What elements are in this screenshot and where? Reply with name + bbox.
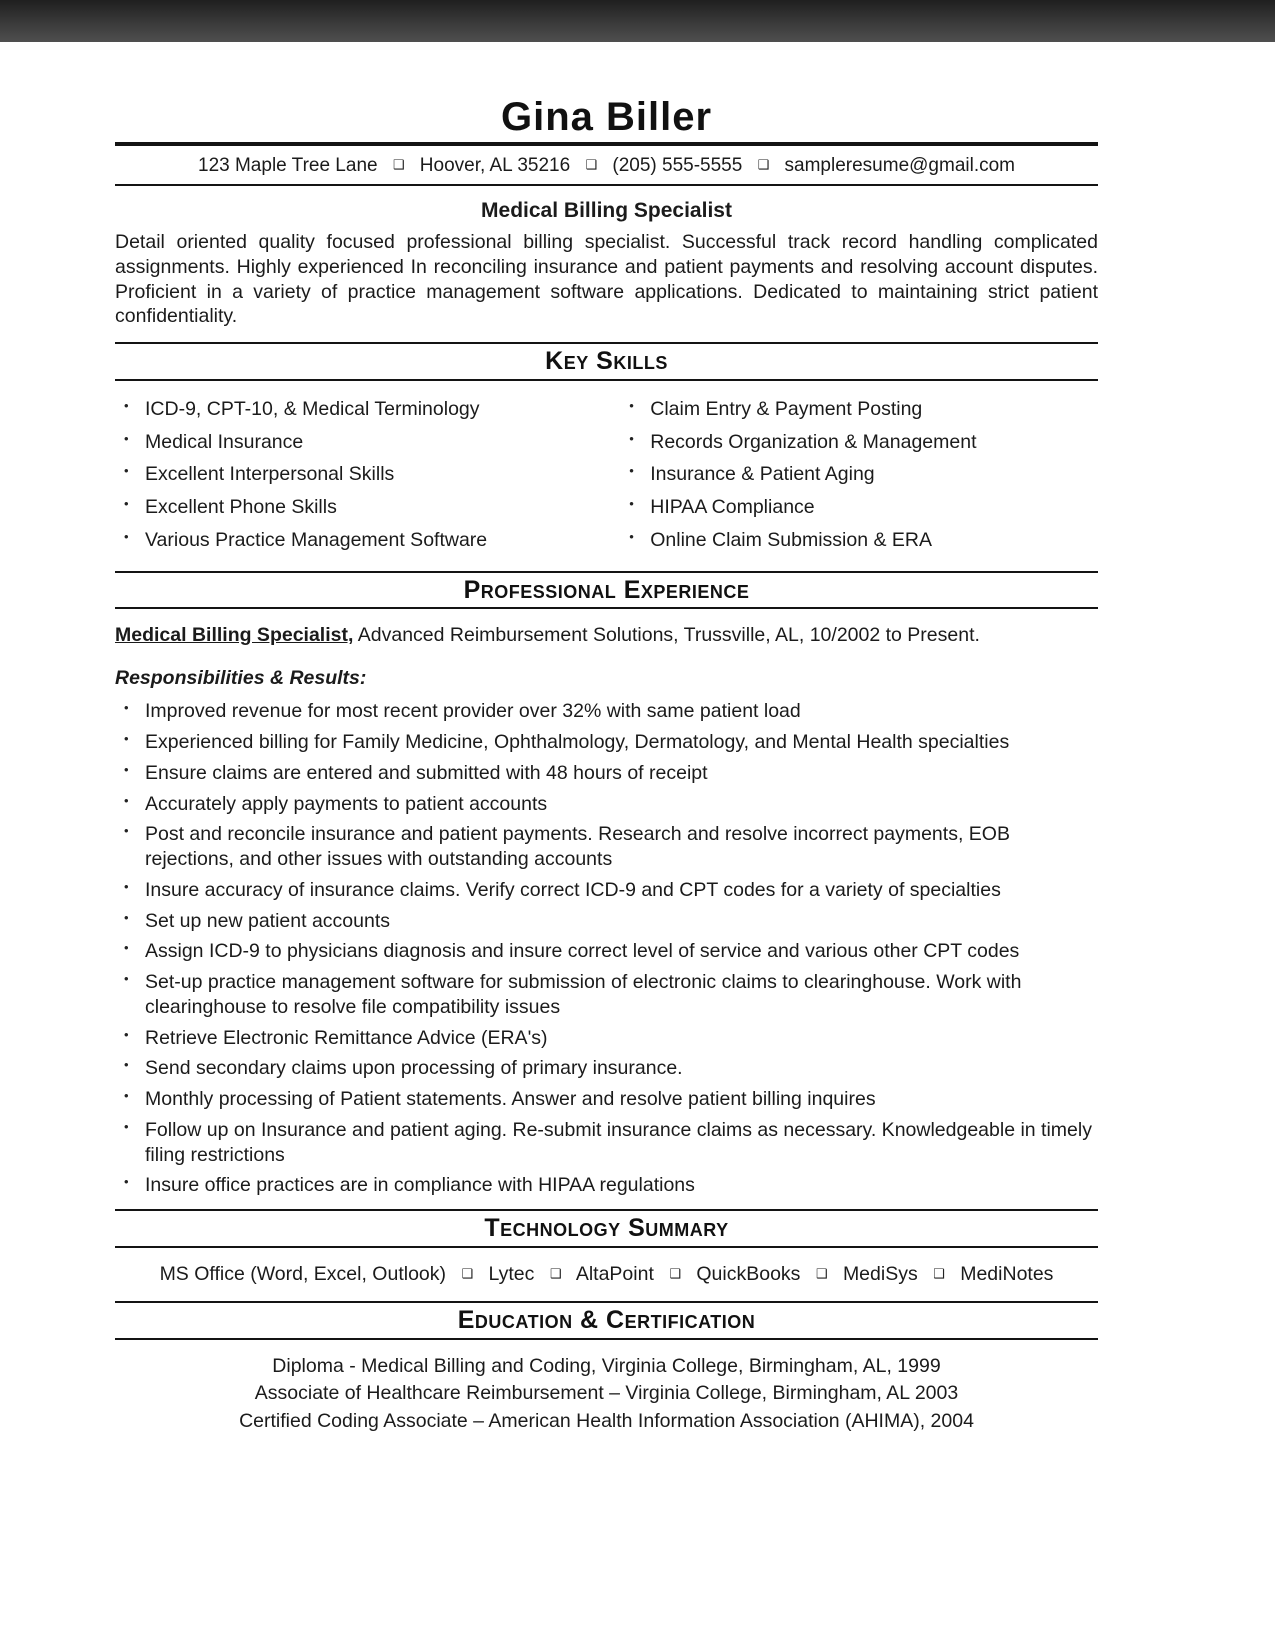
contact-email: sampleresume@gmail.com xyxy=(784,155,1015,176)
bullet-icon: • xyxy=(124,463,129,479)
experience-bullet-text: Set-up practice management software for submission of electronic claims to clearinghouse. Work with clearinghouse to resolve file compatibility issues xyxy=(145,971,1022,1018)
skill-label: ICD-9, CPT-10, & Medical Terminology xyxy=(145,397,480,420)
skill-item xyxy=(620,397,1098,422)
experience-bullet xyxy=(115,970,1098,1020)
bullet-icon: • xyxy=(124,700,129,716)
skill-label: Insurance & Patient Aging xyxy=(650,463,875,486)
experience-bullet-text: Accurately apply payments to patient accounts xyxy=(145,792,548,815)
bullet-icon: • xyxy=(124,971,129,986)
experience-bullet-text: Send secondary claims upon processing of primary insurance. xyxy=(145,1057,683,1080)
bullet-icon: • xyxy=(124,909,129,925)
bullet-icon: • xyxy=(124,940,129,956)
experience-bullet-list xyxy=(115,699,1098,1198)
job-title: Medical Billing Specialist, xyxy=(115,624,354,647)
experience-bullet xyxy=(115,761,1098,786)
tech-item: MediSys xyxy=(842,1262,918,1285)
experience-bullet-text: Ensure claims are entered and submitted with 48 hours of receipt xyxy=(145,761,708,784)
scan-artifact-top-bar xyxy=(0,0,1275,42)
bullet-icon: • xyxy=(124,397,129,413)
job-info: Advanced Reimbursement Solutions, Trussville, AL, 10/2002 to Present. xyxy=(357,624,980,647)
skill-item xyxy=(620,528,1098,553)
profile-title: Medical Billing Specialist xyxy=(481,199,732,222)
experience-bullet xyxy=(115,909,1098,934)
square-separator-icon: ❑ xyxy=(461,1265,474,1281)
skill-label: Claim Entry & Payment Posting xyxy=(650,397,923,420)
education-line: Associate of Healthcare Reimbursement – Virginia College, Birmingham, AL 2003 xyxy=(254,1382,959,1405)
skill-item xyxy=(115,528,620,553)
bullet-icon: • xyxy=(124,761,129,777)
key-skills-right-column xyxy=(620,397,1098,561)
key-skills-columns xyxy=(115,381,1098,571)
tech-item: MediNotes xyxy=(960,1262,1054,1285)
resume-name: Gina Biller xyxy=(500,95,713,139)
skill-label: Medical Insurance xyxy=(145,430,304,453)
key-skills-left-column xyxy=(115,397,620,561)
divider-rule xyxy=(115,184,1098,186)
experience-bullet xyxy=(115,822,1098,872)
bullet-icon: • xyxy=(124,878,129,894)
experience-bullet-text: Insure accuracy of insurance claims. Verify correct ICD-9 and CPT codes for a variety of specialties xyxy=(145,878,1001,901)
divider-rule xyxy=(115,142,1098,146)
tech-item: QuickBooks xyxy=(696,1262,801,1285)
square-separator-icon: ❑ xyxy=(757,157,770,172)
skill-label: Online Claim Submission & ERA xyxy=(650,528,933,551)
experience-bullet xyxy=(115,939,1098,964)
experience-bullet xyxy=(115,1026,1098,1051)
bullet-icon: • xyxy=(124,1026,129,1042)
skill-label: Excellent Interpersonal Skills xyxy=(145,463,395,486)
tech-item: Lytec xyxy=(488,1262,535,1285)
square-separator-icon: ❑ xyxy=(392,157,405,172)
skill-label: Various Practice Management Software xyxy=(145,528,488,551)
bullet-icon: • xyxy=(629,528,634,544)
bullet-icon: • xyxy=(124,528,129,544)
education-line: Certified Coding Associate – American Health Information Association (AHIMA), 2004 xyxy=(239,1409,974,1432)
skill-label: Records Organization & Management xyxy=(650,430,977,453)
experience-bullet-text: Experienced billing for Family Medicine, Ophthalmology, Dermatology, and Mental Health specialties xyxy=(145,731,1010,753)
bullet-icon: • xyxy=(124,1118,129,1134)
bullet-icon: • xyxy=(124,823,129,839)
square-separator-icon: ❑ xyxy=(815,1265,828,1281)
education-lines xyxy=(115,1353,1098,1436)
experience-bullet-text: Set up new patient accounts xyxy=(145,909,390,932)
experience-bullet-text: Improved revenue for most recent provider over 32% with same patient load xyxy=(145,700,801,723)
resume-page xyxy=(115,42,1098,1436)
bullet-icon: • xyxy=(629,430,634,446)
experience-bullet-text: Retrieve Electronic Remittance Advice (ERA's) xyxy=(145,1026,548,1049)
technology-summary-heading: Technology Summary xyxy=(115,1209,1098,1248)
technology-line xyxy=(115,1263,1098,1286)
experience-bullet xyxy=(115,699,1098,724)
skill-item xyxy=(115,430,620,455)
skill-item xyxy=(115,495,620,520)
skill-item xyxy=(115,397,620,422)
profile-summary: Detail oriented quality focused professional billing specialist. Successful track record handling complicated assignments. Highly experienced In reconciling insurance and patient payments and resolving account disputes. Proficient in a variety of practice management software applications. Dedicated to maintaining strict patient confidentiality. xyxy=(115,231,1098,328)
job-line xyxy=(115,624,1098,647)
experience-bullet xyxy=(115,1087,1098,1112)
experience-bullet-text: Assign ICD-9 to physicians diagnosis and insure correct level of service and various other CPT codes xyxy=(145,940,1020,963)
skill-label: HIPAA Compliance xyxy=(650,496,815,518)
key-skills-heading: Key Skills xyxy=(115,342,1098,381)
experience-bullet xyxy=(115,730,1098,755)
bullet-icon: • xyxy=(629,397,634,413)
square-separator-icon: ❑ xyxy=(933,1265,945,1281)
skill-item xyxy=(115,462,620,487)
bullet-icon: • xyxy=(124,1174,129,1190)
skill-item xyxy=(620,430,1098,455)
experience-bullet-text: Post and reconcile insurance and patient payments. Research and resolve incorrect payments, EOB rejections, and other issues with outstanding accounts xyxy=(145,823,1010,870)
square-separator-icon: ❑ xyxy=(585,157,598,172)
bullet-icon: • xyxy=(124,1088,129,1103)
skill-label: Excellent Phone Skills xyxy=(145,496,337,518)
experience-bullet-text: Insure office practices are in compliance with HIPAA regulations xyxy=(145,1174,695,1197)
bullet-icon: • xyxy=(124,792,129,808)
skill-item xyxy=(620,462,1098,487)
tech-item: AltaPoint xyxy=(575,1262,654,1285)
education-certification-heading: Education & Certification xyxy=(115,1301,1098,1340)
square-separator-icon: ❑ xyxy=(549,1265,562,1281)
contact-city-state-zip: Hoover, AL 35216 xyxy=(419,155,571,176)
bullet-icon: • xyxy=(124,1057,129,1073)
experience-bullet xyxy=(115,792,1098,817)
experience-bullet xyxy=(115,1056,1098,1081)
skill-item xyxy=(620,495,1098,520)
experience-bullet-text: Follow up on Insurance and patient aging. Re-submit insurance claims as necessary. Knowledgeable in timely filing restrictions xyxy=(145,1118,1092,1166)
bullet-icon: • xyxy=(124,430,129,446)
experience-bullet xyxy=(115,1118,1098,1168)
experience-bullet xyxy=(115,878,1098,903)
bullet-icon: • xyxy=(629,496,634,511)
professional-experience-heading: Professional Experience xyxy=(115,571,1098,610)
contact-line xyxy=(115,155,1098,177)
bullet-icon: • xyxy=(124,731,129,746)
contact-phone: (205) 555-5555 xyxy=(612,155,743,176)
experience-bullet-text: Monthly processing of Patient statements. Answer and resolve patient billing inquires xyxy=(145,1088,876,1110)
bullet-icon: • xyxy=(124,496,129,511)
education-line: Diploma - Medical Billing and Coding, Virginia College, Birmingham, AL, 1999 xyxy=(272,1354,941,1377)
square-separator-icon: ❑ xyxy=(669,1265,681,1281)
responsibilities-heading: Responsibilities & Results: xyxy=(115,667,367,690)
experience-bullet xyxy=(115,1173,1098,1198)
contact-address: 123 Maple Tree Lane xyxy=(198,155,378,176)
tech-item: MS Office (Word, Excel, Outlook) xyxy=(159,1262,447,1285)
bullet-icon: • xyxy=(629,463,634,479)
